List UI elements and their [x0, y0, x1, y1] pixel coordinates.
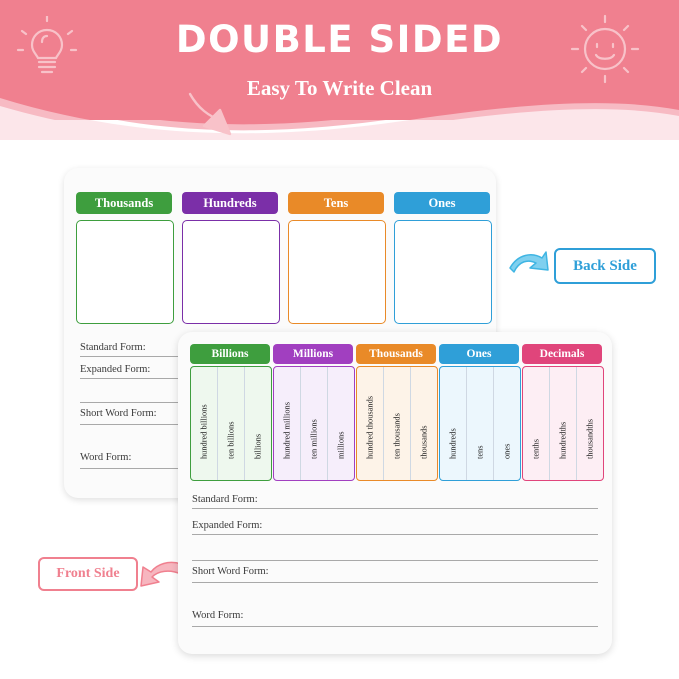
front-side-arrow-icon [137, 556, 183, 590]
group-body-thousands[interactable] [356, 366, 438, 481]
front-side-badge: Front Side [38, 557, 138, 591]
back-label-short-word-form: Short Word Form: [80, 408, 157, 419]
column-label: hundreds [448, 428, 458, 459]
front-rule-expanded-form-2[interactable] [192, 560, 598, 561]
group-header-millions: Millions [273, 344, 353, 364]
column-hundred-millions[interactable] [274, 367, 300, 480]
front-rule-word-form[interactable] [192, 626, 598, 627]
back-label-word-form: Word Form: [80, 452, 132, 463]
group-body-millions[interactable] [273, 366, 355, 481]
column-label: ten billions [226, 421, 236, 459]
column-label: tenths [531, 438, 541, 459]
back-header-thousands: Thousands [76, 192, 172, 214]
column-hundred-billions[interactable] [191, 367, 217, 480]
group-body-decimals[interactable] [522, 366, 604, 481]
back-write-box-ones[interactable] [394, 220, 492, 324]
column-billions[interactable] [244, 367, 271, 480]
column-hundredths[interactable] [549, 367, 576, 480]
front-label-word-form: Word Form: [192, 610, 244, 621]
column-label: ones [502, 443, 512, 459]
column-thousands[interactable] [410, 367, 437, 480]
back-write-box-tens[interactable] [288, 220, 386, 324]
column-ten-thousands[interactable] [383, 367, 410, 480]
back-side-badge: Back Side [554, 248, 656, 284]
column-label: millions [336, 431, 346, 459]
back-label-standard-form: Standard Form: [80, 342, 146, 353]
group-header-ones: Ones [439, 344, 519, 364]
promo-banner [0, 0, 679, 140]
group-header-decimals: Decimals [522, 344, 602, 364]
column-ten-billions[interactable] [217, 367, 244, 480]
column-label: tens [475, 445, 485, 459]
column-hundred-thousands[interactable] [357, 367, 383, 480]
banner-title: DOUBLE SIDED [175, 18, 504, 61]
column-tenths[interactable] [523, 367, 549, 480]
column-ones[interactable] [493, 367, 520, 480]
back-label-expanded-form: Expanded Form: [80, 364, 151, 375]
column-label: thousands [419, 425, 429, 459]
column-ten-millions[interactable] [300, 367, 327, 480]
front-rule-short-word-form[interactable] [192, 582, 598, 583]
column-tens[interactable] [466, 367, 493, 480]
front-label-expanded-form: Expanded Form: [192, 520, 263, 531]
group-header-thousands: Thousands [356, 344, 436, 364]
column-label: ten millions [309, 419, 319, 459]
column-label: billions [253, 433, 263, 459]
column-hundreds[interactable] [440, 367, 466, 480]
front-rule-standard-form[interactable] [192, 508, 598, 509]
column-label: hundred thousands [365, 395, 375, 459]
front-rule-expanded-form-1[interactable] [192, 534, 598, 535]
back-write-box-thousands[interactable] [76, 220, 174, 324]
column-label: hundred billions [199, 404, 209, 459]
back-header-tens: Tens [288, 192, 384, 214]
back-side-arrow-icon [508, 246, 550, 284]
group-body-ones[interactable] [439, 366, 521, 481]
column-label: ten thousands [392, 413, 402, 459]
back-header-ones: Ones [394, 192, 490, 214]
back-header-hundreds: Hundreds [182, 192, 278, 214]
group-header-billions: Billions [190, 344, 270, 364]
front-side-board [178, 332, 612, 654]
column-thousandths[interactable] [576, 367, 603, 480]
place-value-chart [190, 344, 600, 482]
column-millions[interactable] [327, 367, 354, 480]
group-body-billions[interactable] [190, 366, 272, 481]
back-write-box-hundreds[interactable] [182, 220, 280, 324]
front-label-standard-form: Standard Form: [192, 494, 258, 505]
banner-subtitle: Easy To Write Clean [246, 76, 433, 100]
column-label: thousandths [585, 418, 595, 459]
front-label-short-word-form: Short Word Form: [192, 566, 269, 577]
column-label: hundred millions [282, 402, 292, 459]
column-label: hundredths [558, 421, 568, 459]
